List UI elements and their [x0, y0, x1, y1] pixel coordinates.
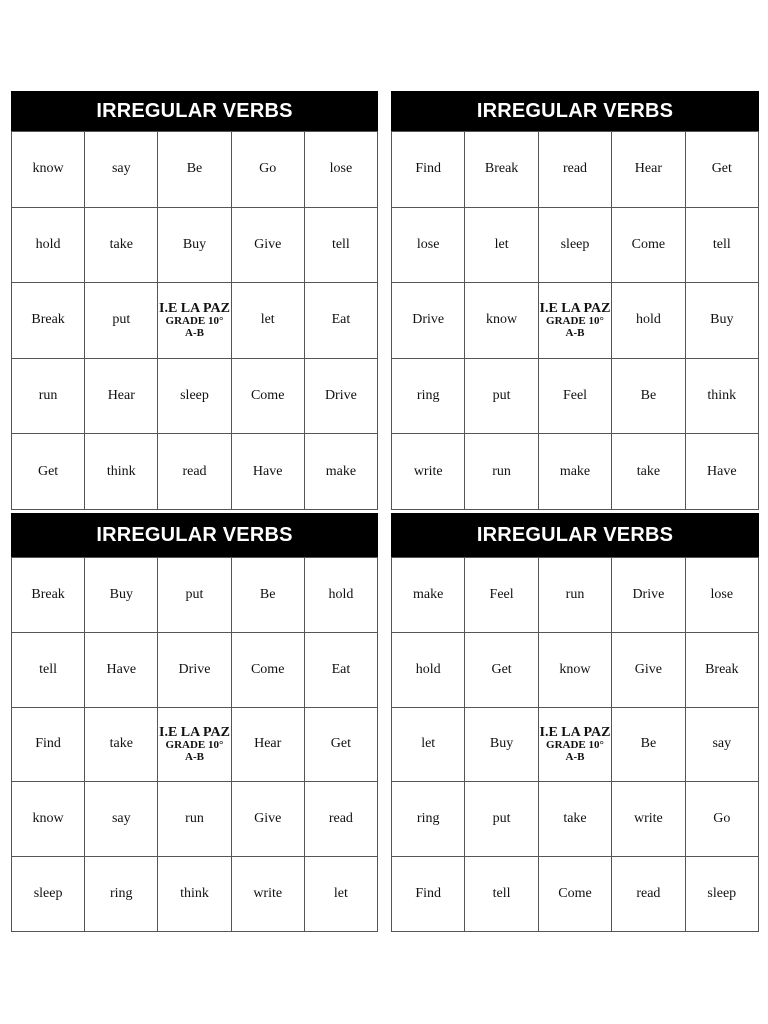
verb-cell: Come — [232, 633, 305, 708]
verb-cell: Have — [686, 434, 759, 510]
bingo-grid — [391, 131, 759, 510]
verb-cell: Give — [612, 633, 685, 708]
verb-cell: Go — [232, 132, 305, 208]
verb-cell: Buy — [465, 708, 538, 783]
verb-cell: let — [305, 857, 378, 932]
verb-cell: put — [158, 558, 231, 633]
verb-cell: Come — [539, 857, 612, 932]
verb-cell: Hear — [232, 708, 305, 783]
verb-cell: Have — [232, 434, 305, 510]
verb-cell: know — [539, 633, 612, 708]
verb-cell: Get — [686, 132, 759, 208]
bingo-card — [391, 91, 759, 510]
verb-cell: ring — [85, 857, 158, 932]
verb-cell: ring — [392, 359, 465, 435]
verb-cell: put — [465, 359, 538, 435]
verb-cell: Break — [12, 558, 85, 633]
bingo-card — [391, 513, 759, 932]
verb-cell: take — [612, 434, 685, 510]
verb-cell: Drive — [392, 283, 465, 359]
verb-cell: Feel — [539, 359, 612, 435]
bingo-grid — [391, 557, 759, 932]
verb-cell: Find — [392, 132, 465, 208]
verb-cell: say — [85, 132, 158, 208]
grade-label: GRADE 10° — [546, 739, 604, 752]
verb-cell: let — [232, 283, 305, 359]
verb-cell: take — [85, 708, 158, 783]
verb-cell: Be — [612, 359, 685, 435]
verb-cell: make — [305, 434, 378, 510]
verb-cell: Have — [85, 633, 158, 708]
verb-cell: tell — [12, 633, 85, 708]
group-label: A-B — [565, 326, 585, 339]
card-title: IRREGULAR VERBS — [11, 513, 378, 557]
verb-cell: Hear — [612, 132, 685, 208]
verb-cell: lose — [392, 208, 465, 284]
verb-cell: write — [232, 857, 305, 932]
verb-cell: hold — [392, 633, 465, 708]
bingo-grid — [11, 131, 378, 510]
verb-cell: sleep — [12, 857, 85, 932]
verb-cell: Break — [686, 633, 759, 708]
verb-cell: run — [539, 558, 612, 633]
verb-cell: ring — [392, 782, 465, 857]
verb-cell: think — [85, 434, 158, 510]
verb-cell: read — [158, 434, 231, 510]
card-title: IRREGULAR VERBS — [391, 91, 759, 131]
verb-cell: Come — [232, 359, 305, 435]
bingo-card — [11, 91, 378, 510]
bingo-grid — [11, 557, 378, 932]
verb-cell: Drive — [612, 558, 685, 633]
verb-cell: Feel — [465, 558, 538, 633]
group-label: A-B — [185, 750, 204, 763]
verb-cell: say — [85, 782, 158, 857]
verb-cell: sleep — [686, 857, 759, 932]
verb-cell: Go — [686, 782, 759, 857]
verb-cell: Give — [232, 208, 305, 284]
verb-cell: run — [12, 359, 85, 435]
free-space-cell — [158, 708, 231, 783]
school-name: I.E LA PAZ — [539, 724, 611, 740]
free-space-cell — [539, 708, 612, 783]
verb-cell: read — [305, 782, 378, 857]
school-name: I.E LA PAZ — [539, 300, 611, 316]
verb-cell: lose — [686, 558, 759, 633]
verb-cell: tell — [686, 208, 759, 284]
verb-cell: think — [686, 359, 759, 435]
verb-cell: Get — [12, 434, 85, 510]
verb-cell: write — [392, 434, 465, 510]
verb-cell: Find — [12, 708, 85, 783]
grade-label: GRADE 10° — [165, 315, 224, 328]
verb-cell: tell — [305, 208, 378, 284]
verb-cell: think — [158, 857, 231, 932]
verb-cell: take — [85, 208, 158, 284]
verb-cell: know — [12, 782, 85, 857]
verb-cell: Be — [232, 558, 305, 633]
verb-cell: let — [392, 708, 465, 783]
verb-cell: tell — [465, 857, 538, 932]
verb-cell: Be — [158, 132, 231, 208]
bingo-card — [11, 513, 378, 932]
verb-cell: Break — [465, 132, 538, 208]
verb-cell: Hear — [85, 359, 158, 435]
verb-cell: Get — [465, 633, 538, 708]
grade-label: GRADE 10° — [546, 315, 604, 328]
verb-cell: sleep — [158, 359, 231, 435]
verb-cell: hold — [305, 558, 378, 633]
verb-cell: let — [465, 208, 538, 284]
verb-cell: Give — [232, 782, 305, 857]
verb-cell: Drive — [305, 359, 378, 435]
verb-cell: put — [465, 782, 538, 857]
verb-cell: read — [612, 857, 685, 932]
verb-cell: Be — [612, 708, 685, 783]
verb-cell: read — [539, 132, 612, 208]
verb-cell: Eat — [305, 633, 378, 708]
verb-cell: make — [539, 434, 612, 510]
verb-cell: Find — [392, 857, 465, 932]
grade-label: GRADE 10° — [165, 739, 224, 752]
verb-cell: hold — [12, 208, 85, 284]
verb-cell: Get — [305, 708, 378, 783]
verb-cell: Buy — [686, 283, 759, 359]
verb-cell: Break — [12, 283, 85, 359]
verb-cell: hold — [612, 283, 685, 359]
free-space-cell — [158, 283, 231, 359]
card-title: IRREGULAR VERBS — [391, 513, 759, 557]
verb-cell: sleep — [539, 208, 612, 284]
school-name: I.E LA PAZ — [159, 724, 230, 740]
verb-cell: Eat — [305, 283, 378, 359]
verb-cell: say — [686, 708, 759, 783]
school-name: I.E LA PAZ — [159, 300, 230, 316]
group-label: A-B — [565, 750, 585, 763]
verb-cell: run — [158, 782, 231, 857]
verb-cell: know — [12, 132, 85, 208]
verb-cell: know — [465, 283, 538, 359]
verb-cell: Come — [612, 208, 685, 284]
card-title: IRREGULAR VERBS — [11, 91, 378, 131]
verb-cell: take — [539, 782, 612, 857]
verb-cell: write — [612, 782, 685, 857]
free-space-cell — [539, 283, 612, 359]
verb-cell: Drive — [158, 633, 231, 708]
verb-cell: run — [465, 434, 538, 510]
group-label: A-B — [185, 326, 204, 339]
verb-cell: lose — [305, 132, 378, 208]
verb-cell: put — [85, 283, 158, 359]
verb-cell: make — [392, 558, 465, 633]
verb-cell: Buy — [85, 558, 158, 633]
verb-cell: Buy — [158, 208, 231, 284]
